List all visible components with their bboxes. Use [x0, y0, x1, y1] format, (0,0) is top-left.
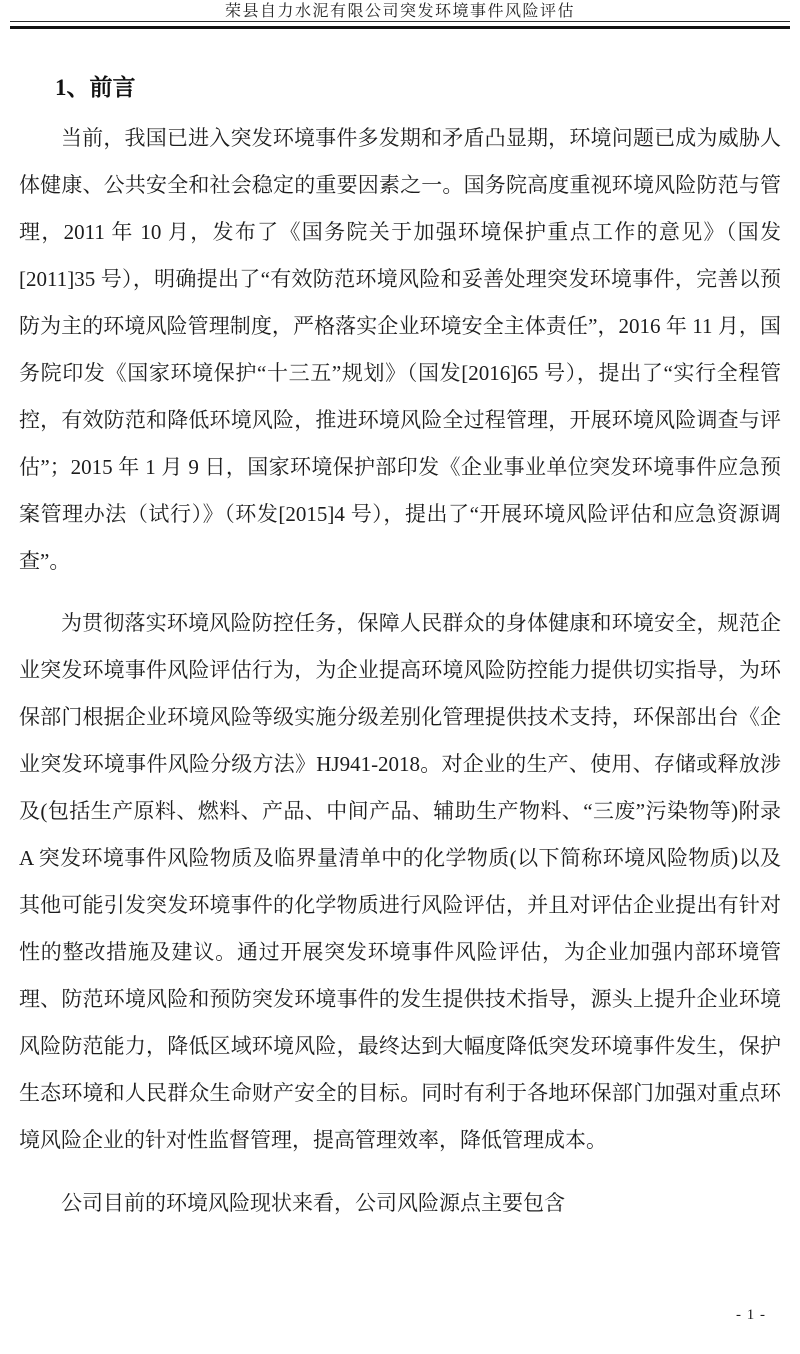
- header-rule: [10, 21, 790, 29]
- paragraph-company-risk-status: 公司目前的环境风险现状来看，公司风险源点主要包含: [61, 1191, 565, 1215]
- page-header: [0, 0, 800, 29]
- header-title: 荣县自力水泥有限公司突发环境事件风险评估: [224, 3, 575, 20]
- section-heading: 1、前言: [55, 75, 136, 100]
- document-body: [0, 74, 800, 1227]
- page-number: - 1 -: [736, 1307, 766, 1323]
- paragraph-assessment-purpose: 为贯彻落实环境风险防控任务，保障人民群众的身体健康和环境安全，规范企业突发环境事件风险评估行为，为企业提高环境风险防控能力提供切实指导，为环保部门根据企业环境风险等级实施分级差别化管理提供技术支持，环保部出台《企业突发环境事件风险分级方法》HJ941-2018。对企业的生产、使用、存储或释放涉及(包括生产原料、燃料、产品、中间产品、辅助生产物料、“三废”污染物等)附录 A 突发环境事件风险物质及临界量清单中的化学物质(以下简称环境风险物质)以及其他可能引发突发环境事件的化学物质进行风险评估，并且对评估企业提出有针对性的整改措施及建议。通过开展突发环境事件风险评估，为企业加强内部环境管理、防范环境风险和预防突发环境事件的发生提供技术指导，源头上提升企业环境风险防范能力，降低区域环境风险，最终达到大幅度降低突发环境事件发生，保护生态环境和人民群众生命财产安全的目标。同时有利于各地环保部门加强对重点环境风险企业的针对性监督管理，提高管理效率，降低管理成本。: [19, 611, 781, 1152]
- paragraph-intro-policy: 当前，我国已进入突发环境事件多发期和矛盾凸显期，环境问题已成为威胁人体健康、公共安全和社会稳定的重要因素之一。国务院高度重视环境风险防范与管理，2011 年 10 月，发布了《国务院关于加强环境保护重点工作的意见》（国发[2011]35 号），明确提出了“有效防范环境风险和妥善处理突发环境事件，完善以预防为主的环境风险管理制度，严格落实企业环境安全主体责任”，2016 年 11 月，国务院印发《国家环境保护“十三五”规划》（国发[2016]65 号），提出了“实行全程管控，有效防范和降低环境风险，推进环境风险全过程管理，开展环境风险调查与评估”；2015 年 1 月 9 日，国家环境保护部印发《企业事业单位突发环境事件应急预案管理办法（试行）》（环发[2015]4 号），提出了“开展环境风险评估和应急资源调查”。: [19, 126, 781, 573]
